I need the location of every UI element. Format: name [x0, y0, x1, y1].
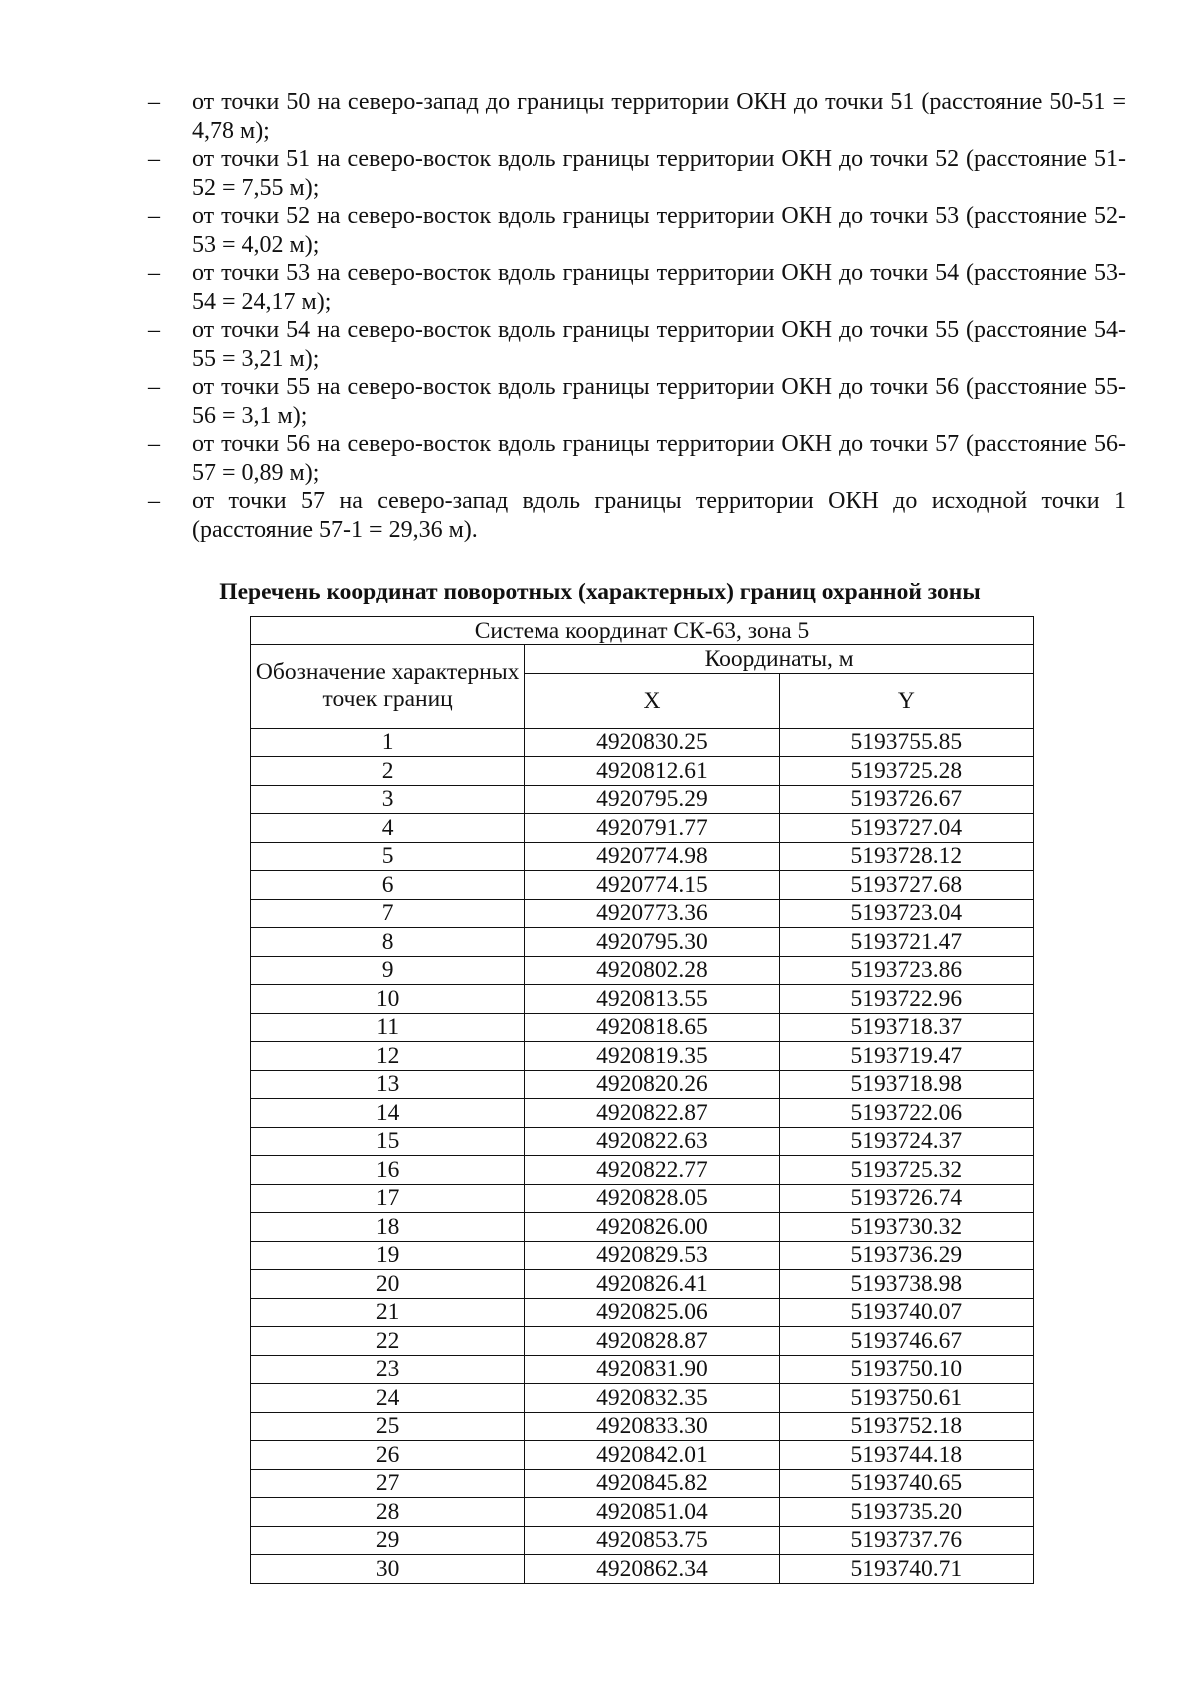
table-row	[251, 1270, 1034, 1299]
list-item-text: от точки 50 на северо-запад до границы территории ОКН до точки 51 (расстояние 50-51 = 4,78 м);	[192, 89, 1126, 144]
coordinate-system-header: Система координат СК-63, зона 5	[251, 617, 1034, 645]
table-row	[251, 1070, 1034, 1099]
point-number-cell: 17	[251, 1184, 525, 1213]
y-coordinate-cell: 5193725.28	[779, 757, 1033, 786]
y-coordinate-cell: 5193750.10	[779, 1355, 1033, 1384]
table-row	[251, 1526, 1034, 1555]
y-coordinate-cell: 5193740.07	[779, 1298, 1033, 1327]
table-row	[251, 1127, 1034, 1156]
list-item	[148, 430, 1126, 487]
dash-marker: –	[148, 89, 160, 115]
point-number-cell: 11	[251, 1013, 525, 1042]
table-row	[251, 1213, 1034, 1242]
point-number-cell: 20	[251, 1270, 525, 1299]
y-coordinate-cell: 5193730.32	[779, 1213, 1033, 1242]
x-coordinate-cell: 4920774.98	[525, 842, 779, 871]
route-description-list	[148, 88, 1126, 544]
x-coordinate-cell: 4920833.30	[525, 1412, 779, 1441]
y-coordinate-cell: 5193723.86	[779, 956, 1033, 985]
y-coordinate-cell: 5193752.18	[779, 1412, 1033, 1441]
dash-marker: –	[148, 146, 160, 172]
list-item	[148, 373, 1126, 430]
x-coordinate-cell: 4920862.34	[525, 1555, 779, 1584]
x-coordinate-cell: 4920826.00	[525, 1213, 779, 1242]
y-coordinate-cell: 5193755.85	[779, 728, 1033, 757]
table-row	[251, 1013, 1034, 1042]
table-row	[251, 1042, 1034, 1071]
x-coordinate-cell: 4920819.35	[525, 1042, 779, 1071]
table-row	[251, 1327, 1034, 1356]
table-row	[251, 842, 1034, 871]
y-coordinate-cell: 5193738.98	[779, 1270, 1033, 1299]
dash-marker: –	[148, 488, 160, 514]
x-coordinate-cell: 4920774.15	[525, 871, 779, 900]
point-number-cell: 13	[251, 1070, 525, 1099]
point-number-cell: 16	[251, 1156, 525, 1185]
x-coordinate-cell: 4920851.04	[525, 1498, 779, 1527]
x-coordinate-cell: 4920791.77	[525, 814, 779, 843]
point-number-cell: 5	[251, 842, 525, 871]
point-number-cell: 29	[251, 1526, 525, 1555]
list-item	[148, 202, 1126, 259]
y-coordinate-cell: 5193722.96	[779, 985, 1033, 1014]
point-number-cell: 19	[251, 1241, 525, 1270]
y-coordinate-cell: 5193750.61	[779, 1384, 1033, 1413]
list-item-text: от точки 52 на северо-восток вдоль границы территории ОКН до точки 53 (расстояние 52-53 = 4,02 м);	[192, 203, 1126, 258]
x-coordinate-cell: 4920853.75	[525, 1526, 779, 1555]
x-coordinate-cell: 4920820.26	[525, 1070, 779, 1099]
x-column-header: X	[525, 673, 779, 728]
dash-marker: –	[148, 260, 160, 286]
table-row	[251, 1184, 1034, 1213]
table-row	[251, 1355, 1034, 1384]
table-row	[251, 1384, 1034, 1413]
y-coordinate-cell: 5193721.47	[779, 928, 1033, 957]
table-row	[251, 985, 1034, 1014]
point-number-cell: 22	[251, 1327, 525, 1356]
table-row	[251, 956, 1034, 985]
y-column-header: Y	[779, 673, 1033, 728]
table-row	[251, 1498, 1034, 1527]
dash-marker: –	[148, 431, 160, 457]
point-number-cell: 6	[251, 871, 525, 900]
y-coordinate-cell: 5193726.67	[779, 785, 1033, 814]
point-name-header: Обозначение характерных точек границ	[251, 645, 525, 729]
point-number-cell: 15	[251, 1127, 525, 1156]
x-coordinate-cell: 4920828.05	[525, 1184, 779, 1213]
coordinates-table-body	[251, 728, 1034, 1583]
y-coordinate-cell: 5193725.32	[779, 1156, 1033, 1185]
point-number-cell: 30	[251, 1555, 525, 1584]
point-number-cell: 24	[251, 1384, 525, 1413]
y-coordinate-cell: 5193718.98	[779, 1070, 1033, 1099]
x-coordinate-cell: 4920829.53	[525, 1241, 779, 1270]
list-item-text: от точки 57 на северо-запад вдоль границы территории ОКН до исходной точки 1 (расстояние 57-1 = 29,36 м).	[192, 488, 1126, 543]
y-coordinate-cell: 5193718.37	[779, 1013, 1033, 1042]
table-row	[251, 1441, 1034, 1470]
table-row	[251, 928, 1034, 957]
x-coordinate-cell: 4920795.30	[525, 928, 779, 957]
x-coordinate-cell: 4920832.35	[525, 1384, 779, 1413]
table-row	[251, 1412, 1034, 1441]
point-number-cell: 4	[251, 814, 525, 843]
point-number-cell: 7	[251, 899, 525, 928]
table-row	[251, 1469, 1034, 1498]
coordinates-header: Координаты, м	[525, 645, 1034, 674]
table-row	[251, 1156, 1034, 1185]
table-row	[251, 1241, 1034, 1270]
dash-marker: –	[148, 203, 160, 229]
table-row	[251, 1298, 1034, 1327]
x-coordinate-cell: 4920773.36	[525, 899, 779, 928]
x-coordinate-cell: 4920825.06	[525, 1298, 779, 1327]
x-coordinate-cell: 4920822.63	[525, 1127, 779, 1156]
list-item	[148, 316, 1126, 373]
list-item-text: от точки 54 на северо-восток вдоль границы территории ОКН до точки 55 (расстояние 54-55 = 3,21 м);	[192, 317, 1126, 372]
x-coordinate-cell: 4920826.41	[525, 1270, 779, 1299]
point-number-cell: 1	[251, 728, 525, 757]
table-row	[251, 899, 1034, 928]
list-item	[148, 487, 1126, 544]
x-coordinate-cell: 4920802.28	[525, 956, 779, 985]
table-row	[251, 1555, 1034, 1584]
dash-marker: –	[148, 317, 160, 343]
y-coordinate-cell: 5193723.04	[779, 899, 1033, 928]
y-coordinate-cell: 5193736.29	[779, 1241, 1033, 1270]
point-number-cell: 25	[251, 1412, 525, 1441]
coordinates-table	[250, 616, 1034, 1584]
table-caption: Перечень координат поворотных (характерных) границ охранной зоны	[219, 579, 981, 605]
dash-marker: –	[148, 374, 160, 400]
point-number-cell: 12	[251, 1042, 525, 1071]
table-row	[251, 757, 1034, 786]
point-number-cell: 28	[251, 1498, 525, 1527]
table-row	[251, 785, 1034, 814]
x-coordinate-cell: 4920828.87	[525, 1327, 779, 1356]
x-coordinate-cell: 4920830.25	[525, 728, 779, 757]
y-coordinate-cell: 5193737.76	[779, 1526, 1033, 1555]
x-coordinate-cell: 4920795.29	[525, 785, 779, 814]
x-coordinate-cell: 4920822.87	[525, 1099, 779, 1128]
y-coordinate-cell: 5193728.12	[779, 842, 1033, 871]
x-coordinate-cell: 4920812.61	[525, 757, 779, 786]
y-coordinate-cell: 5193746.67	[779, 1327, 1033, 1356]
point-number-cell: 8	[251, 928, 525, 957]
point-number-cell: 18	[251, 1213, 525, 1242]
table-row	[251, 871, 1034, 900]
y-coordinate-cell: 5193735.20	[779, 1498, 1033, 1527]
list-item-text: от точки 53 на северо-восток вдоль границы территории ОКН до точки 54 (расстояние 53-54 = 24,17 м);	[192, 260, 1126, 315]
list-item-text: от точки 56 на северо-восток вдоль границы территории ОКН до точки 57 (расстояние 56-57 = 0,89 м);	[192, 431, 1126, 486]
table-row	[251, 728, 1034, 757]
list-item	[148, 88, 1126, 145]
x-coordinate-cell: 4920842.01	[525, 1441, 779, 1470]
x-coordinate-cell: 4920818.65	[525, 1013, 779, 1042]
list-item-text: от точки 51 на северо-восток вдоль границы территории ОКН до точки 52 (расстояние 51-52 = 7,55 м);	[192, 146, 1126, 201]
y-coordinate-cell: 5193726.74	[779, 1184, 1033, 1213]
point-number-cell: 27	[251, 1469, 525, 1498]
y-coordinate-cell: 5193740.65	[779, 1469, 1033, 1498]
list-item	[148, 259, 1126, 316]
point-number-cell: 26	[251, 1441, 525, 1470]
y-coordinate-cell: 5193727.68	[779, 871, 1033, 900]
y-coordinate-cell: 5193727.04	[779, 814, 1033, 843]
point-number-cell: 3	[251, 785, 525, 814]
list-item-text: от точки 55 на северо-восток вдоль границы территории ОКН до точки 56 (расстояние 55-56 = 3,1 м);	[192, 374, 1126, 429]
table-row	[251, 814, 1034, 843]
point-number-cell: 9	[251, 956, 525, 985]
point-number-cell: 21	[251, 1298, 525, 1327]
point-number-cell: 14	[251, 1099, 525, 1128]
y-coordinate-cell: 5193740.71	[779, 1555, 1033, 1584]
y-coordinate-cell: 5193719.47	[779, 1042, 1033, 1071]
y-coordinate-cell: 5193744.18	[779, 1441, 1033, 1470]
y-coordinate-cell: 5193722.06	[779, 1099, 1033, 1128]
x-coordinate-cell: 4920822.77	[525, 1156, 779, 1185]
table-row	[251, 1099, 1034, 1128]
x-coordinate-cell: 4920831.90	[525, 1355, 779, 1384]
y-coordinate-cell: 5193724.37	[779, 1127, 1033, 1156]
point-number-cell: 2	[251, 757, 525, 786]
list-item	[148, 145, 1126, 202]
x-coordinate-cell: 4920813.55	[525, 985, 779, 1014]
x-coordinate-cell: 4920845.82	[525, 1469, 779, 1498]
point-number-cell: 23	[251, 1355, 525, 1384]
point-number-cell: 10	[251, 985, 525, 1014]
